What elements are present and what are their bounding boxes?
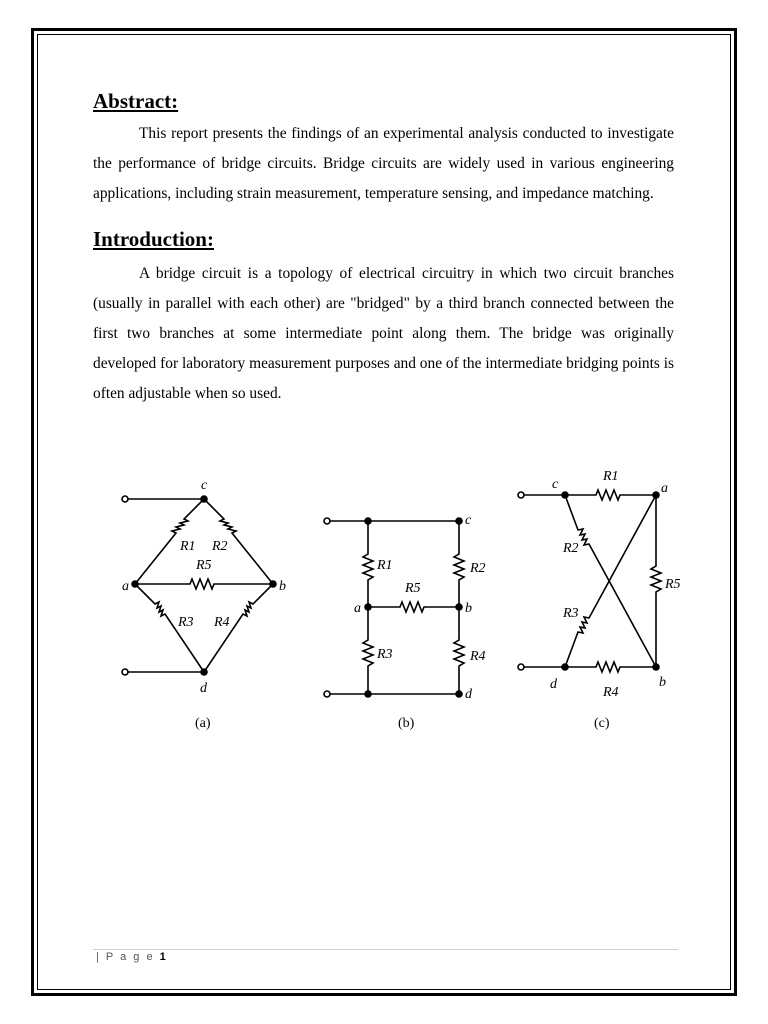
abstract-section bbox=[93, 84, 674, 209]
label-r1: R1 bbox=[180, 539, 196, 554]
label-node-d-b: d bbox=[465, 687, 472, 702]
node-c-dot bbox=[201, 496, 207, 502]
label-r4-b: R4 bbox=[470, 649, 486, 664]
terminal-b-top bbox=[324, 518, 330, 524]
introduction-heading: Introduction: bbox=[93, 227, 214, 251]
terminal-a-bottom bbox=[122, 669, 128, 675]
footer-divider bbox=[93, 949, 678, 950]
label-r4-c: R4 bbox=[603, 685, 619, 700]
label-r4: R4 bbox=[214, 615, 230, 630]
circuit-b bbox=[324, 518, 464, 697]
label-r2-b: R2 bbox=[470, 561, 486, 576]
label-node-d-c: d bbox=[550, 677, 557, 692]
label-r5-b: R5 bbox=[405, 581, 421, 596]
terminal-c-top bbox=[518, 492, 524, 498]
introduction-paragraph: A bridge circuit is a topology of electrical circuitry in which two circuit branches (usually in parallel with each other) are "bridged" by a third branch connected between the first two branches at some intermediate point along them. The bridge was originally developed for laboratory measurement purposes and one of the intermediate bridging points is often adjustable when so used. bbox=[93, 265, 674, 402]
terminal-c-bottom bbox=[518, 664, 524, 670]
document-body bbox=[93, 84, 674, 409]
label-r5-c: R5 bbox=[665, 577, 681, 592]
label-r2-c: R2 bbox=[563, 541, 579, 556]
label-node-b-c: b bbox=[659, 675, 666, 690]
node-b-dot bbox=[270, 581, 276, 587]
label-node-a-b: a bbox=[354, 601, 361, 616]
label-node-c-b: c bbox=[465, 513, 472, 528]
label-r5: R5 bbox=[196, 558, 212, 573]
label-r1-b: R1 bbox=[377, 558, 393, 573]
label-r3-c: R3 bbox=[563, 606, 579, 621]
node-a-dot bbox=[132, 581, 138, 587]
label-r2: R2 bbox=[212, 539, 228, 554]
footer-page-prefix: | P a g e bbox=[96, 951, 155, 963]
label-r1-c: R1 bbox=[603, 469, 619, 484]
label-node-a: a bbox=[122, 579, 129, 594]
node-d-dot bbox=[201, 669, 207, 675]
page-footer bbox=[96, 951, 166, 963]
introduction-section bbox=[93, 222, 674, 409]
abstract-heading: Abstract: bbox=[93, 89, 179, 113]
label-r3: R3 bbox=[178, 615, 194, 630]
label-r3-b: R3 bbox=[377, 647, 393, 662]
label-node-d: d bbox=[200, 681, 207, 696]
label-node-c-c: c bbox=[552, 477, 559, 492]
label-node-c: c bbox=[201, 478, 208, 493]
abstract-paragraph: This report presents the findings of an experimental analysis conducted to investigate the performance of bridge circuits. Bridge circuits are widely used in various engineering applications, including strain measurement, temperature sensing, and impedance matching. bbox=[93, 125, 674, 202]
terminal-b-bottom bbox=[324, 691, 330, 697]
footer-page-number: 1 bbox=[159, 951, 166, 963]
label-node-b-b: b bbox=[465, 601, 472, 616]
caption-a: (a) bbox=[195, 716, 211, 731]
caption-b: (b) bbox=[398, 716, 415, 731]
circuit-c bbox=[518, 490, 661, 672]
bridge-circuits-figure bbox=[100, 468, 690, 738]
caption-c: (c) bbox=[594, 716, 610, 731]
circuit-a bbox=[122, 496, 276, 675]
label-node-b: b bbox=[279, 579, 286, 594]
terminal-a-top bbox=[122, 496, 128, 502]
label-node-a-c: a bbox=[661, 481, 668, 496]
